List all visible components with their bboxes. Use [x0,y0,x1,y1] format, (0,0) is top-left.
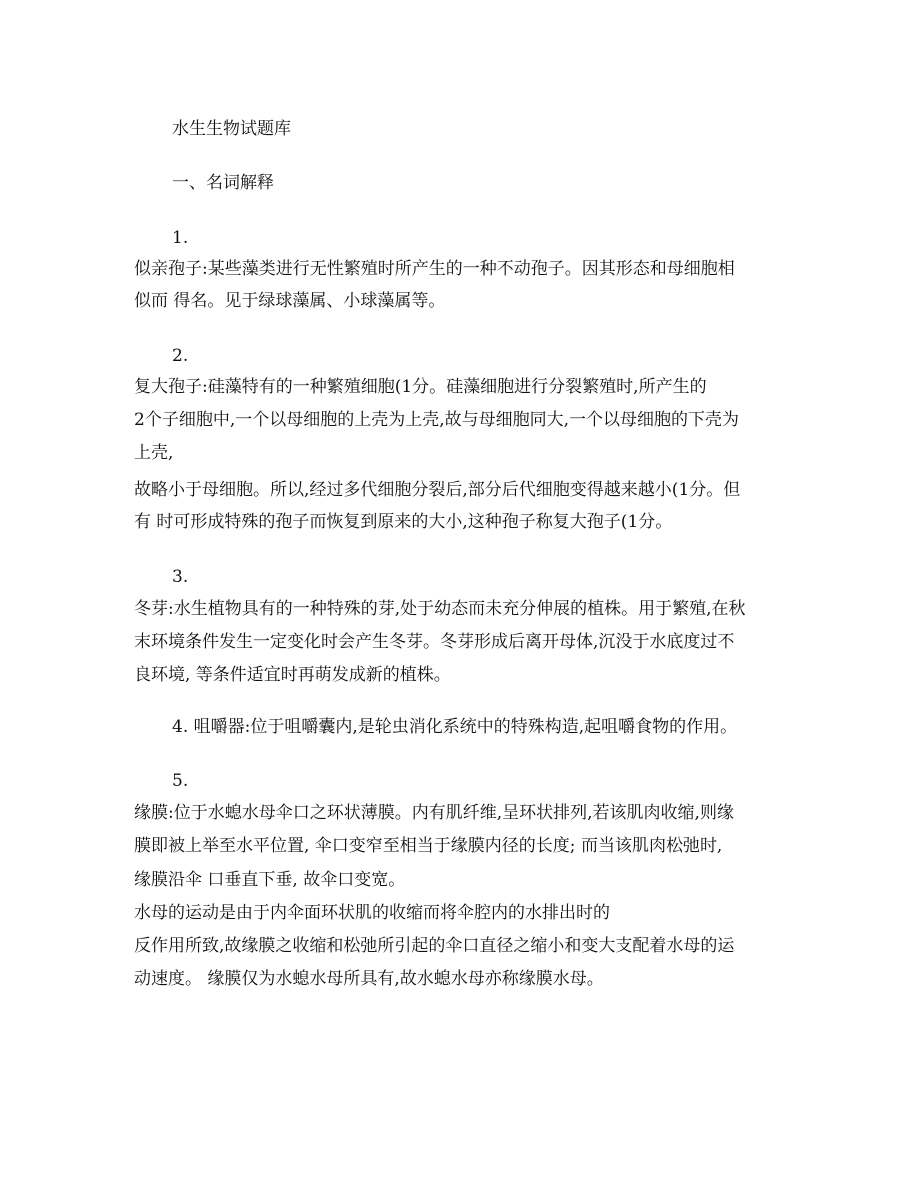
entry-text-line: 水母的运动是由于内伞面环状肌的收缩而将伞腔内的水排出时的 [134,903,610,923]
entry-number: 2. [172,346,189,366]
entry-number: 1. [172,228,189,248]
entry-number: 3. [172,567,189,587]
entry-text-line: 冬芽:水生植物具有的一种特殊的芽,处于幼态而未充分伸展的植株。用于繁殖,在秋 [134,599,746,619]
entry-text-line: 似而 得名。见于绿球藻属、小球藻属等。 [134,291,446,311]
entry-text-line: 上壳, [134,443,174,463]
entry-text-line: 动速度。 缘膜仅为水螅水母所具有,故水螅水母亦称缘膜水母。 [134,969,604,989]
document-title: 水生生物试题库 [172,119,291,139]
section-heading: 一、名词解释 [172,173,274,193]
entry-text-line: 故略小于母细胞。所以,经过多代细胞分裂后,部分后代细胞变得越来越小(1分。但 [134,480,741,500]
entry-text-line: 缘膜沿伞 口垂直下垂, 故伞口变宽。 [134,870,406,890]
entry-text-line: 复大孢子:硅藻特有的一种繁殖细胞(1分。硅藻细胞进行分裂繁殖时,所产生的 [134,377,707,397]
entry-text-line: 膜即被上举至水平位置, 伞口变窄至相当于缘膜内径的长度; 而当该肌肉松弛时, [134,836,723,856]
entry-text-line: 似亲孢子:某些藻类进行无性繁殖时所产生的一种不动孢子。因其形态和母细胞相 [134,259,735,279]
entry-number: 5. [172,771,189,791]
entry-text-line: 2个子细胞中,一个以母细胞的上壳为上壳,故与母细胞同大,一个以母细胞的下壳为 [134,410,740,430]
entry-text-line: 有 时可形成特殊的孢子而恢复到原来的大小,这种孢子称复大孢子(1分。 [134,512,673,532]
entry-text-line: 4. 咀嚼器:位于咀嚼囊内,是轮虫消化系统中的特殊构造,起咀嚼食物的作用。 [172,717,738,737]
entry-text-line: 良环境, 等条件适宜时再萌发成新的植株。 [134,665,451,685]
entry-text-line: 末环境条件发生一定变化时会产生冬芽。冬芽形成后离开母体,沉没于水底度过不 [134,632,735,652]
entry-text-line: 缘膜:位于水螅水母伞口之环状薄膜。内有肌纤维,呈环状排列,若该肌肉收缩,则缘 [134,803,734,823]
entry-text-line: 反作用所致,故缘膜之收缩和松弛所引起的伞口直径之缩小和变大支配着水母的运 [134,936,735,956]
